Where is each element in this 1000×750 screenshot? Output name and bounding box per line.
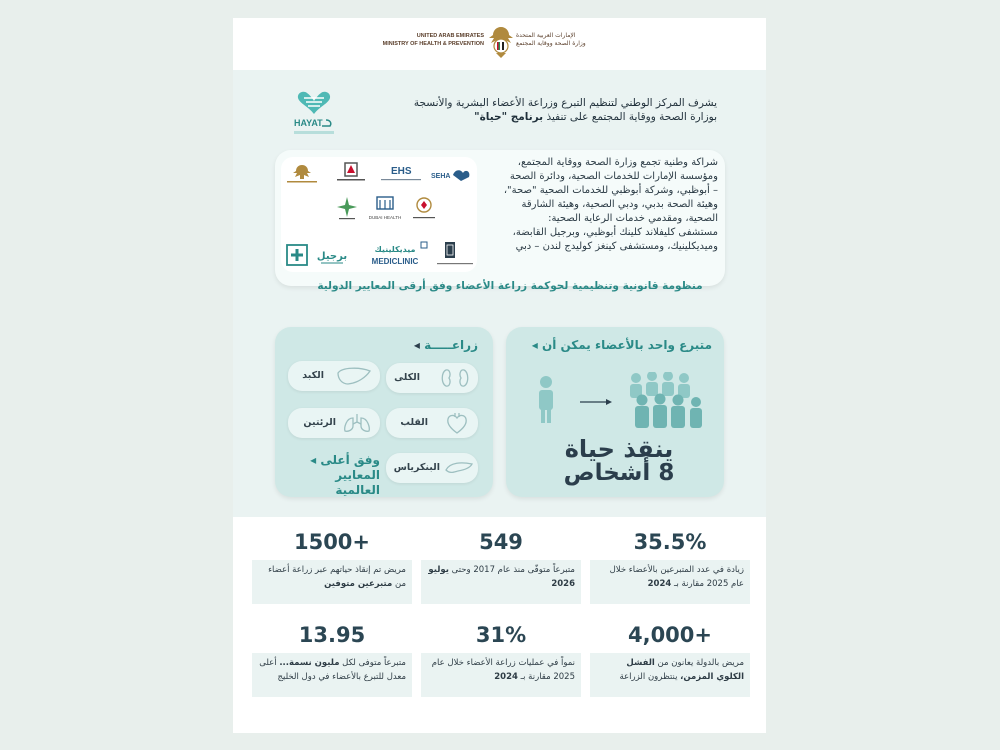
burjeel-logo-icon [315,245,349,267]
pancreas-icon [444,458,474,478]
stat-desc-bold: 2024 [494,672,518,682]
organ-label-heart: القلب [400,417,428,428]
triangle-bullet-icon: ◂ [413,338,420,352]
mediclinic-en-text: MEDICLINIC [371,257,419,266]
transplant-title-text: زراعـــــة [424,338,478,352]
donor-card-title [512,338,712,352]
organ-label-liver: الكبد [302,370,324,381]
organ-label-pancreas: البنكرياس [393,462,440,473]
ministry-name-ar [516,32,626,48]
program-name: برنامج "حياة" [474,111,544,123]
stat-value: 31% [475,623,527,647]
standards-line1-row [290,453,380,468]
header-ar-line1: الإمارات العربية المتحدة [516,32,576,39]
header-ar-line2: وزارة الصحة ووقاية المجتمع [516,40,586,47]
organ-pill-heart [386,408,478,438]
partners-line: – أبوظبي، وشركة أبوظبي للخدمات الصحية "صحة"، [503,185,718,196]
stat-value: 35.5% [633,530,707,554]
stat-desc-text: مريض تم إنقاذ حياتهم عبر زراعة أعضاء من [268,565,406,589]
dubai-health-logo-text: DUBAI HEALTH [368,215,402,220]
partners-line: ومؤسسة الإمارات للخدمات الصحية، ودائرة الصحة [509,171,718,182]
partner-logos [281,157,477,272]
partners-line: الصحية، ومقدمي خدمات الرعاية الصحية: [548,213,718,224]
hayat-logo-text: HAYAT [294,118,323,128]
standards-line2: المعايير العالمية [335,468,380,497]
organ-pill-lungs [288,408,380,438]
uae-emblem-icon [487,24,515,62]
stat-desc-text: زيادة في عدد المتبرعين بالأعضاء خلال عام 2025 مقارنة بـ [609,565,744,589]
stat-description [252,560,412,604]
dha-logo-icon [335,195,359,221]
seha-logo-icon [429,163,473,185]
partners-line: مستشفى كليفلاند كلينك أبوظبي، وبرجيل القابضة، [512,227,718,238]
lungs-icon [342,412,372,434]
kidneys-icon [440,367,470,389]
donor-figure-icon [539,376,553,423]
highest-standards [290,453,380,498]
donor-to-recipients-icon [532,372,712,434]
organ-label-lungs: الرئتين [303,417,336,428]
kings-college-logo-icon [285,243,309,267]
stat-desc-bold: يوليو 2026 [428,565,575,589]
organ-pill-kidneys [386,363,478,393]
stat-desc-bold: متبرعين متوفين [324,579,393,589]
partners-line: وهيئة الصحة بدبي، ودبي الصحية، وهيئة الشارقة [521,199,718,210]
transplant-card-title [330,338,478,352]
partners-line: شراكة وطنية تجمع وزارة الصحة ووقاية المجتمع، [517,157,718,168]
partners-description [482,156,718,254]
donor-title-text: متبرع واحد بالأعضاء يمكن أن [541,338,712,352]
header-en-line1: UNITED ARAB EMIRATES [416,33,484,39]
hayat-logo-icon [282,90,346,140]
dubai-health-logo-icon [365,193,405,223]
stat-value: 4,000+ [627,623,713,647]
stat-desc-tail: ينتظرون الزراعة [619,672,678,682]
stat-desc-tail: أعلى معدل للتبرع بالأعضاء في دول الخليج [259,658,406,682]
organ-pill-liver [288,361,380,391]
cleveland-clinic-logo-icon [435,241,475,269]
partners-line: وميديكلينيك، ومستشفى كينغز كوليدج لندن – دبي [515,241,718,252]
stat-desc-text: نمواً في عمليات زراعة الأعضاء خلال عام 2025 مقارنة بـ [431,658,575,682]
intro-line2-prefix: بوزارة الصحة ووقاية المجتمع على تنفيذ [546,111,717,123]
ministry-name-en [372,32,484,48]
framework-statement: منظومة قانونية وتنظيمية لحوكمة زراعة الأعضاء وفق أرقى المعايير الدولية [317,280,703,292]
intro-line2 [355,110,717,124]
stat-desc-bold: مليون نسمة... [279,658,340,668]
ehs-logo-text: EHS [391,166,412,177]
mohap-logo-icon [285,163,319,185]
header-en-line2: MINISTRY OF HEALTH & PREVENTION [382,41,484,47]
intro-line1: يشرف المركز الوطني لتنظيم التبرع وزراعة الأعضاء البشرية والأنسجة [413,97,717,109]
triangle-bullet-icon: ◂ [531,338,538,352]
stat-description [421,653,581,697]
stat-desc-text: مريض بالدولة يعانون من [657,658,744,668]
liver-icon [336,365,372,387]
stat-value: 1500+ [293,530,371,554]
saves-lives-text: ينقذ حياة [564,435,674,463]
mediclinic-ar-text: ميديكلينيك [374,245,416,254]
stat-value: 549 [479,530,523,554]
intro-text [355,96,717,124]
standards-line1: وفق أعلى [320,453,380,467]
stat-description [590,653,750,697]
ehs-logo-icon [377,163,425,185]
triangle-bullet-icon: ◂ [310,453,317,467]
heart-icon [444,411,470,435]
stat-description [252,653,412,697]
eight-people-text: 8 أشخاص [563,460,675,486]
stat-desc-text: متبرعاً متوفى لكل [342,658,406,668]
stat-value: 13.95 [298,623,366,647]
seha-logo-text: SEHA [431,173,451,180]
doh-logo-icon [333,161,369,185]
stat-desc-text: متبرعاً متوفّى منذ عام 2017 وحتى [451,565,575,575]
stat-description [421,560,581,604]
organ-pill-pancreas [386,453,478,483]
burjeel-logo-text: برجيل [316,251,348,262]
stat-description [590,560,750,604]
stat-desc-bold: 2024 [647,579,672,589]
organ-label-kidneys: الكلى [394,372,420,383]
stat-desc-bold: الفشل الكلوي المزمن، [626,658,744,682]
sharjah-health-logo-icon [409,193,439,223]
mediclinic-logo-icon [357,241,429,269]
